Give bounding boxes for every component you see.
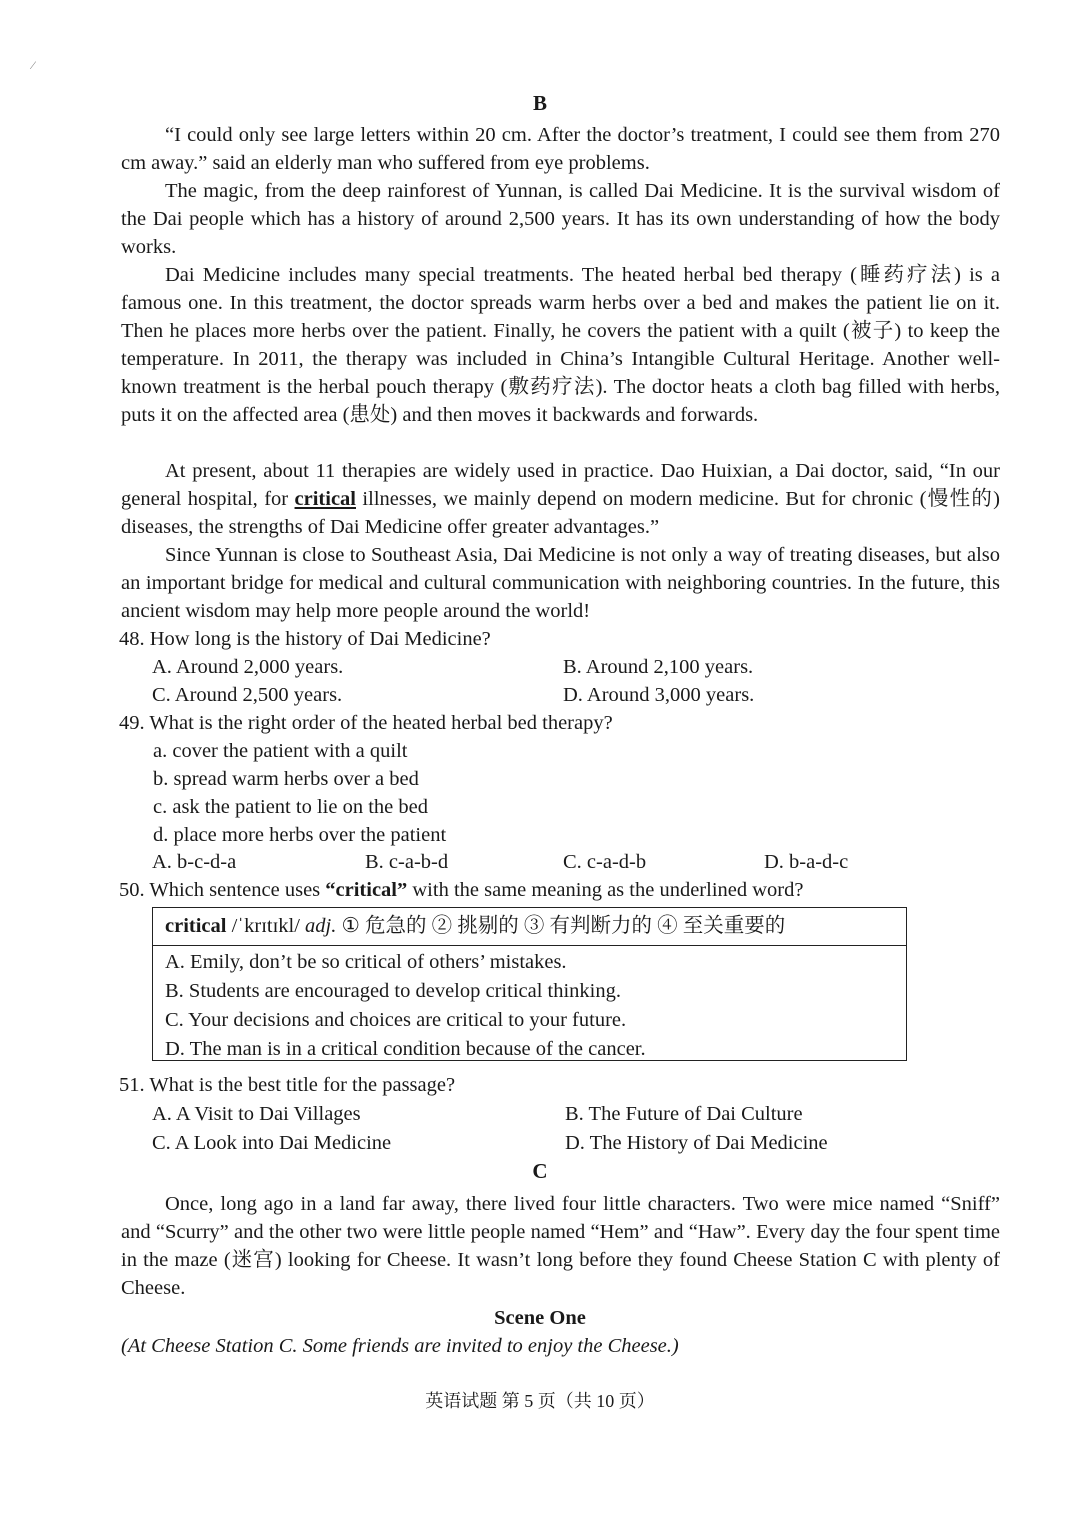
question-49-step-a: a. cover the patient with a quilt [153,740,408,762]
question-48-option-a: A. Around 2,000 years. [152,656,344,678]
passage-c-paragraph-1: Once, long ago in a land far away, there lived four little characters. Two were mice named “Sniff” and “Scurry” and the other two were little people named “Hem” and “Haw”. Every day the four spent time in the maze (迷宫) looking for Cheese. It wasn’t long before they found Cheese Station C with plenty of Cheese. [121,1193,1000,1299]
dictionary-entry [153,908,906,946]
paragraph-4-part-1: At present, about 11 therapies are widely used in practice. Dao Huixian, a Dai doctor, said, “In our general hospital, for [121,460,1000,510]
question-50-stem-part-2: with the same meaning as the underlined word? [407,879,804,901]
passage-b-paragraph-5: Since Yunnan is close to Southeast Asia, Dai Medicine is not only a way of treating diseases, but also an important bridge for medical and cultural communication with neighboring countries. In the future, this ancient wisdom may help more people around the world! [121,544,1000,622]
passage-b-paragraph-1: “I could only see large letters within 20 cm. After the doctor’s treatment, I could see them from 270 cm away.” said an elderly man who suffered from eye problems. [121,124,1000,174]
section-b-heading: B [532,91,547,115]
question-49-step-c: c. ask the patient to lie on the bed [153,796,428,818]
section-c-heading: C [532,1159,548,1183]
question-50-option-d: D. The man is in a critical condition because of the cancer. [165,1038,646,1060]
question-50-stem-part-1: 50. Which sentence uses [119,879,326,901]
question-50-option-a: A. Emily, don’t be so critical of others’ mistakes. [165,951,567,973]
scene-title: Scene One [494,1307,586,1329]
question-49-stem: 49. What is the right order of the heated herbal bed therapy? [119,712,613,734]
paragraph-4-part-2: illnesses, we mainly depend on modern medicine. But for chronic (慢性的) diseases, the strengths of Dai Medicine offer greater advantages.” [121,488,1000,538]
question-49-option-c: C. c-a-d-b [563,851,647,873]
question-51-stem: 51. What is the best title for the passage? [119,1074,456,1096]
passage-b-paragraph-3: Dai Medicine includes many special treatments. The heated herbal bed therapy (睡药疗法) is a famous one. In this treatment, the doctor spreads warm herbs over a bed and makes the patient lie on it. Then he places more herbs over the patient. Finally, he covers the patient with a quilt (被子) to keep the temperature. In 2011, the therapy was included in China’s Intangible Cultural Heritage. Another well-known treatment is the herbal pouch therapy (敷药疗法). The doctor heats a cloth bag filled with herbs, puts it on the affected area (患处) and then moves it backwards and forwards. [121,264,1000,426]
question-51-option-d: D. The History of Dai Medicine [565,1132,828,1154]
question-51-option-c: C. A Look into Dai Medicine [152,1132,392,1154]
question-48-option-d: D. Around 3,000 years. [563,684,755,706]
dictionary-headword: critical [165,915,227,937]
underlined-word-critical: critical [294,488,356,510]
question-50-option-c: C. Your decisions and choices are critical to your future. [165,1009,627,1031]
question-49-option-a: A. b-c-d-a [152,851,237,873]
dictionary-senses: ① 危急的 ② 挑剔的 ③ 有判断力的 ④ 至关重要的 [336,915,786,937]
page-footer: 英语试题 第 5 页（共 10 页） [425,1391,655,1411]
question-49-step-b: b. spread warm herbs over a bed [153,768,419,790]
question-49-option-d: D. b-a-d-c [764,851,849,873]
passage-b-paragraph-4 [121,457,1000,541]
question-48-option-c: C. Around 2,500 years. [152,684,343,706]
stage-direction: (At Cheese Station C. Some friends are invited to enjoy the Cheese.) [121,1335,679,1357]
passage-b-paragraph-2: The magic, from the deep rainforest of Yunnan, is called Dai Medicine. It is the survival wisdom of the Dai people which has a history of around 2,500 years. It has its own understanding of how the body works. [121,180,1000,258]
dictionary-part-of-speech: adj. [305,915,337,937]
question-50-option-b: B. Students are encouraged to develop critical thinking. [165,980,621,1002]
question-48-option-b: B. Around 2,100 years. [563,656,754,678]
scan-mark: ⁄ [32,58,35,72]
question-51-option-a: A. A Visit to Dai Villages [152,1103,361,1125]
dictionary-phonetic: /ˈkrɪtɪkl/ [226,915,306,937]
dictionary-box [152,907,907,1061]
question-50-keyword: “critical” [325,879,408,901]
question-51-option-b: B. The Future of Dai Culture [565,1103,803,1125]
question-50-stem [119,876,803,904]
question-49-step-d: d. place more herbs over the patient [153,824,447,846]
question-49-option-b: B. c-a-b-d [365,851,449,873]
question-48-stem: 48. How long is the history of Dai Medicine? [119,628,491,650]
